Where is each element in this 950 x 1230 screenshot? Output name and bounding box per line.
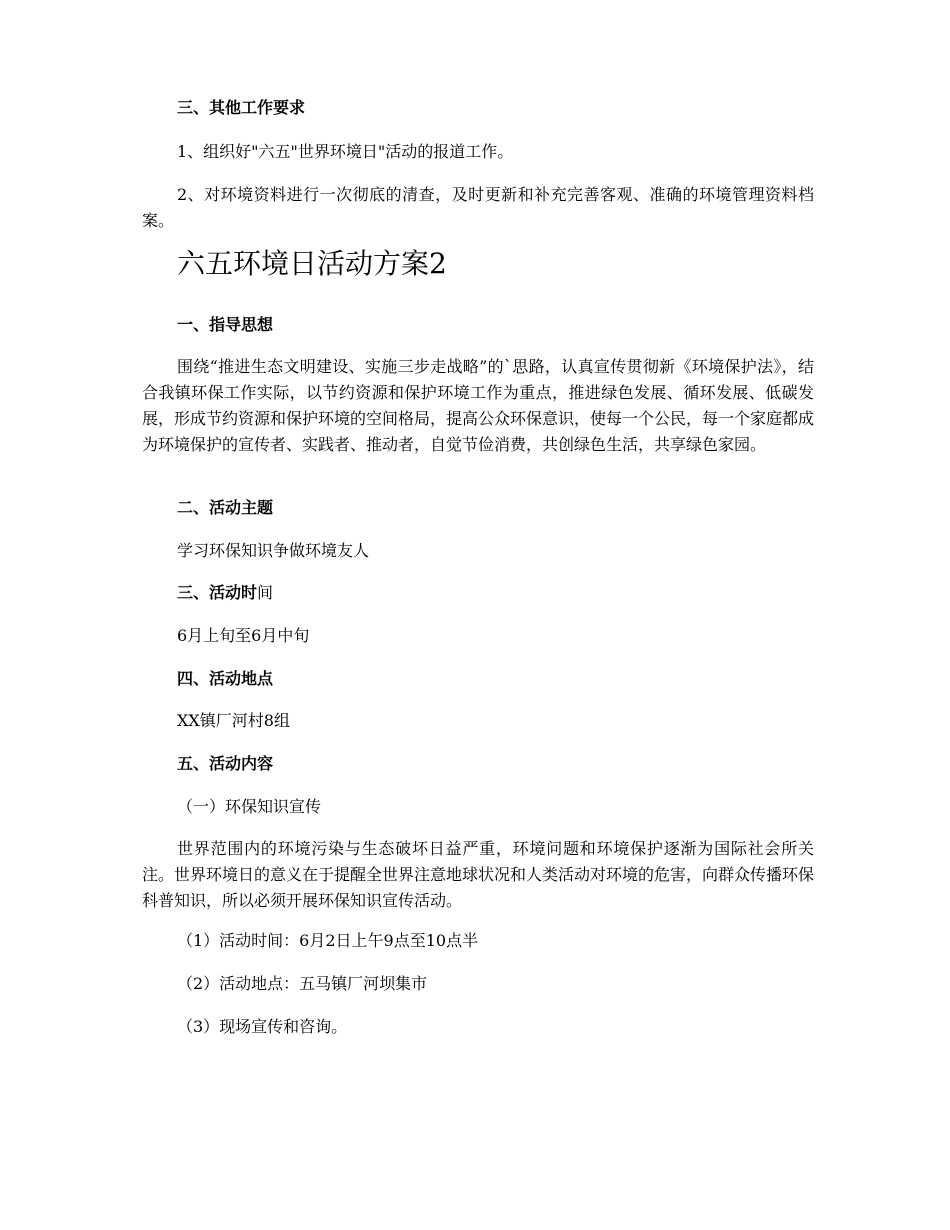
section-heading-activity-time	[177, 580, 849, 606]
subsection-heading: （一）环保知识宣传	[177, 797, 322, 816]
list-item: （3）现场宣传和咨询。	[177, 1017, 348, 1036]
section-heading-activity-theme: 二、活动主题	[177, 498, 274, 517]
paragraph: 2、对环境资料进行一次彻底的清查，及时更新和补充完善客观、准确的环境管理资料档案。	[142, 185, 814, 230]
paragraph: 学习环保知识争做环境友人	[177, 541, 370, 560]
list-item: （2）活动地点：五马镇厂河坝集市	[177, 974, 428, 993]
paragraph: 围绕“推进生态文明建设、实施三步走战略”的`思路，认真宣传贯彻新《环境保护法》，结合我镇环保工作实际，以节约资源和保护环境工作为重点，推进绿色发展、循环发展、低碳发展，形成节约资源和保护环境的空间格局，提高公众环保意识，使每一个公民，每一个家庭都成为环境保护的宣传者、实践者、推动者，自觉节俭消费，共创绿色生活，共享绿色家园。	[142, 357, 815, 454]
list-item: 1、组织好"六五"世界环境日"活动的报道工作。	[177, 142, 514, 161]
section-heading-guiding-ideology: 一、指导思想	[177, 315, 274, 334]
paragraph: 6月上旬至6月中旬	[177, 626, 310, 645]
section-heading-other-requirements: 三、其他工作要求	[177, 98, 306, 117]
section-heading-activity-location: 四、活动地点	[177, 669, 274, 688]
heading-bold-part: 三、活动时	[177, 583, 258, 602]
document-title: 六五环境日活动方案2	[177, 247, 447, 280]
section-heading-activity-content: 五、活动内容	[177, 754, 274, 773]
paragraph: XX镇厂河村8组	[177, 711, 290, 730]
paragraph: 世界范围内的环境污染与生态破坏日益严重，环境问题和环境保护逐渐为国际社会所关注。世界环境日的意义在于提醒全世界注意地球状况和人类活动对环境的危害，向群众传播环保科普知识，所以必须开展环保知识宣传活动。	[142, 839, 815, 910]
list-item: （1）活动时间：6月2日上午9点至10点半	[177, 931, 479, 950]
heading-normal-part: 间	[257, 583, 274, 602]
